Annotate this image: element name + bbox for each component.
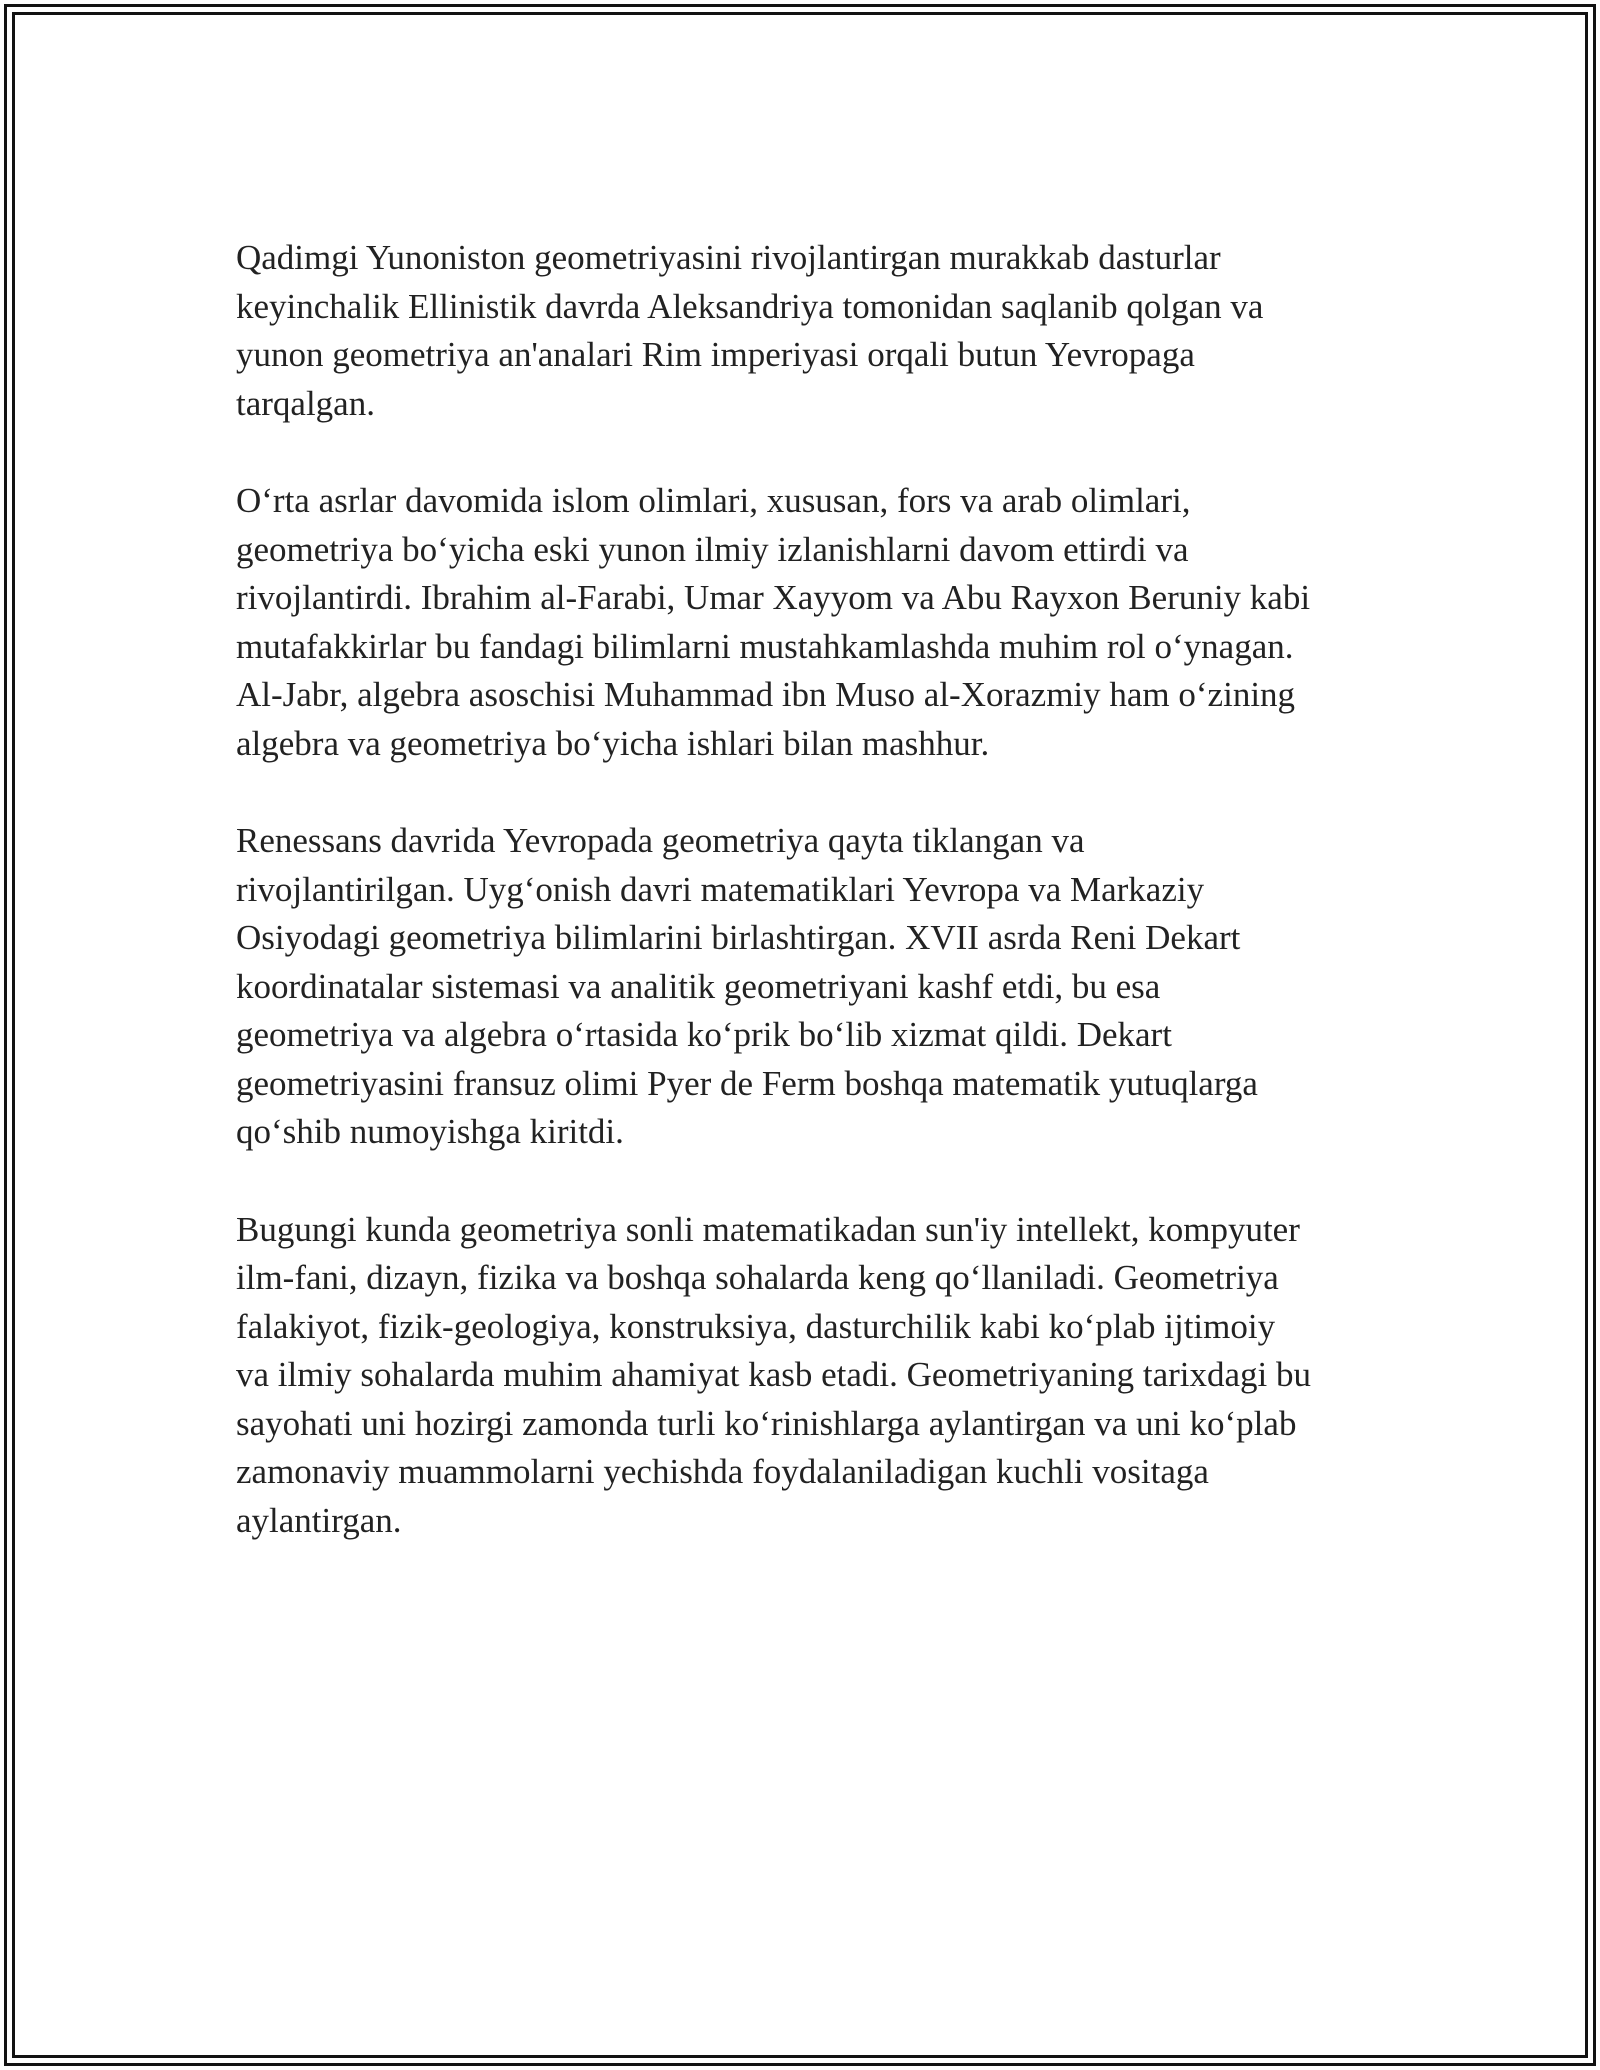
paragraph-modern-day: Bugungi kunda geometriya sonli matematikadan sun'iy intellekt, kompyuter ilm-fani, dizayn, fizika va boshqa sohalarda keng qo‘llaniladi. Geometriya falakiyot, fizik-geologiya, konstruksiya, dasturchilik kabi ko‘plab ijtimoiy va ilmiy sohalarda muhim ahamiyat kasb etadi. Geometriyaning tarixdagi bu sayohati uni hozirgi zamonda turli ko‘rinishlarga aylantirgan va uni ko‘plab zamonaviy muammolarni yechishda foydalaniladigan kuchli vositaga aylantirgan. (236, 1209, 1311, 1540)
paragraph-middle-ages: O‘rta asrlar davomida islom olimlari, xususan, fors va arab olimlari, geometriya bo‘yicha eski yunon ilmiy izlanishlarni davom ettirdi va rivojlantirdi. Ibrahim al-Farabi, Umar Xayyom va Abu Rayxon Beruniy kabi mutafakkirlar bu fandagi bilimlarni mustahkamlashda muhim rol o‘ynagan. Al-Jabr, algebra asoschisi Muhammad ibn Muso al-Xorazmiy ham o‘zining algebra va geometriya bo‘yicha ishlari bilan mashhur. (236, 481, 1311, 763)
paragraph-ancient-greece: Qadimgi Yunoniston geometriyasini rivojlantirgan murakkab dasturlar keyinchalik Ellinistik davrda Aleksandriya tomonidan saqlanib qolgan va yunon geometriya an'analari Rim imperiyasi orqali butun Yevropaga tarqalgan. (236, 238, 1264, 423)
paragraph-renaissance: Renessans davrida Yevropada geometriya qayta tiklangan va rivojlantirilgan. Uyg‘onish davri matematiklari Yevropa va Markaziy Osiyodagi geometriya bilimlarini birlashtirgan. XVII asrda Reni Dekart koordinatalar sistemasi va analitik geometriyani kashf etdi, bu esa geometriya va algebra o‘rtasida ko‘prik bo‘lib xizmat qildi. Dekart geometriyasini fransuz olimi Pyer de Ferm boshqa matematik yutuqlarga qo‘shib numoyishga kiritdi. (236, 821, 1258, 1151)
document-body (236, 234, 1376, 1594)
